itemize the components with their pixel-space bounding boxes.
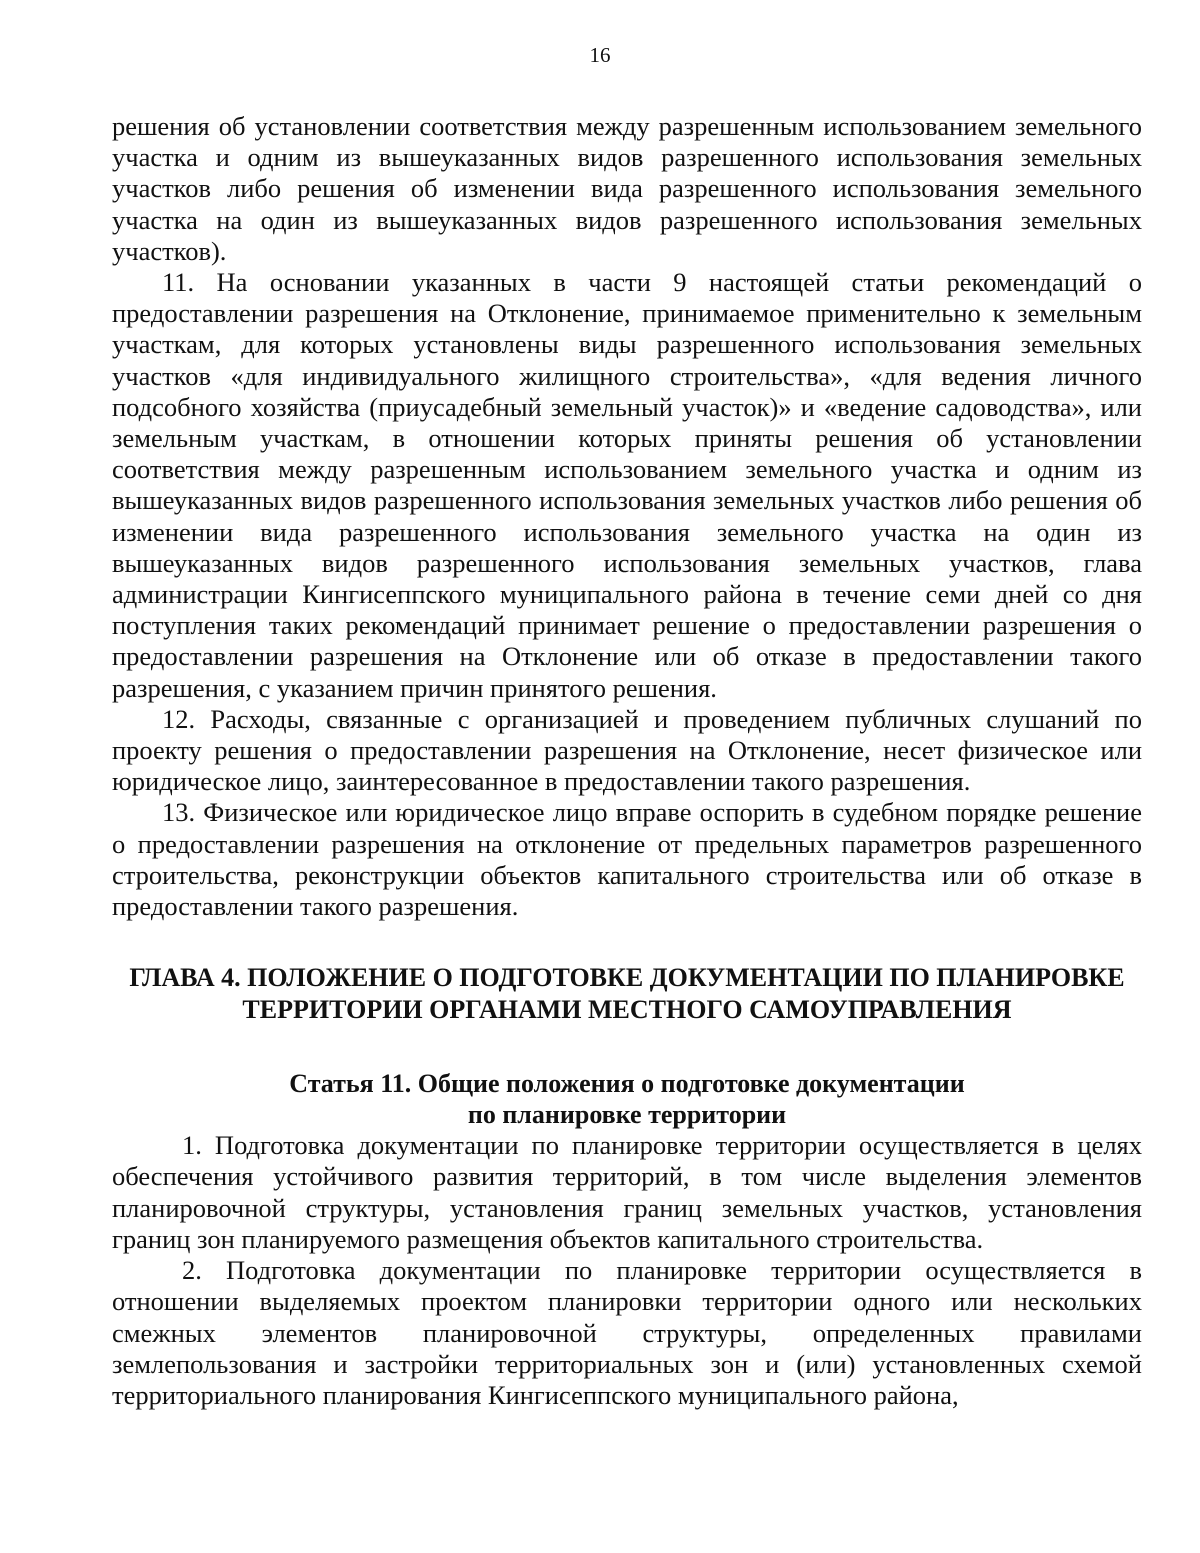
chapter-heading: ГЛАВА 4. ПОЛОЖЕНИЕ О ПОДГОТОВКЕ ДОКУМЕНТАЦИИ ПО ПЛАНИРОВКЕ ТЕРРИТОРИИ ОРГАНАМИ МЕСТНОГО САМОУПРАВЛЕНИЯ bbox=[129, 963, 1125, 1025]
article-heading-line-2: по планировке территории bbox=[467, 1100, 787, 1130]
page-number: 16 bbox=[589, 43, 611, 67]
paragraph-item-13: 13. Физическое или юридическое лицо вправе оспорить в судебном порядке решение о предоставлении разрешения на отклонение от предельных параметров разрешенного строительства, реконструкции объектов капитального строительства или об отказе в предоставлении такого разрешения. bbox=[112, 797, 1142, 922]
paragraph-article-item-2: 2. Подготовка документации по планировке территории осуществляется в отношении выделяемых проектом планировки территории одного или нескольких смежных элементов планировочной структуры, определенных правилами землепользования и застройки территориальных зон и (или) установленных схемой территориального планирования Кингисеппского муниципального района, bbox=[112, 1255, 1142, 1410]
paragraph-continuation: решения об установлении соответствия между разрешенным использованием земельного участка и одним из вышеуказанных видов разрешенного использования земельных участков либо решения об изменении вида разрешенного использования земельного участка на один из вышеуказанных видов разрешенного использования земельных участков). bbox=[112, 111, 1142, 266]
paragraph-item-11: 11. На основании указанных в части 9 настоящей статьи рекомендаций о предоставлении разрешения на Отклонение, принимаемое применительно к земельным участкам, для которых установлены виды разрешенного использования земельных участков «для индивидуального жилищного строительства», «для ведения личного подсобного хозяйства (приусадебный земельный участок)» и «ведение садоводства», или земельным участкам, в отношении которых приняты решения об установлении соответствия между разрешенным использованием земельного участка и одним из вышеуказанных видов разрешенного использования земельных участков либо решения об изменении вида разрешенного использования земельного участка на один из вышеуказанных видов разрешенного использования земельных участков, глава администрации Кингисеппского муниципального района в течение семи дней со дня поступления таких рекомендаций принимает решение о предоставлении разрешения о предоставлении разрешения на Отклонение или об отказе в предоставлении такого разрешения, с указанием причин принятого решения. bbox=[112, 267, 1142, 703]
paragraph-item-12: 12. Расходы, связанные с организацией и проведением публичных слушаний по проекту решения о предоставлении разрешения на Отклонение, несет физическое или юридическое лицо, заинтересованное в предоставлении такого разрешения. bbox=[112, 703, 1142, 797]
document-body bbox=[112, 111, 1142, 1411]
article-heading-line-1: Статья 11. Общие положения о подготовке документации bbox=[289, 1069, 965, 1099]
article-heading bbox=[112, 1068, 1142, 1130]
paragraph-article-item-1: 1. Подготовка документации по планировке территории осуществляется в целях обеспечения устойчивого развития территорий, в том числе выделения элементов планировочной структуры, установления границ земельных участков, установления границ зон планируемого размещения объектов капитального строительства. bbox=[112, 1130, 1142, 1254]
